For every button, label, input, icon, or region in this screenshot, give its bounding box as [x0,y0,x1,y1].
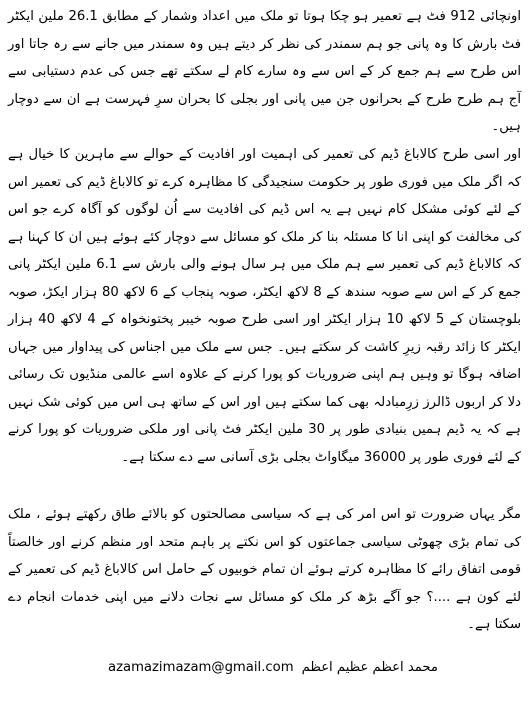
article-paragraph-2: اور اسی طرح کالاباغ ڈیم کی تعمیر کی اہمیت اور افادیت کے حوالے سے ماہرین کا خیال ہے کہ اگر ملک میں فوری طور پر حکومت سنجیدگی کا مظاہرہ کرے تو کالاباغ ڈیم کی تعمیر اس کے لئے کوئی مشکل کام نہیں ہے یہ اس ڈیم کی افادیت سے اُن لوگوں کو آگاہ کرے جو اس کی مخالفت کو اپنی انا کا مسئلہ بنا کر ملک کو مسائل سے دوچار کئے ہوئے ہیں ان کا کہنا ہے کہ کالاباغ ڈیم کی تعمیر سے ہم ملک میں ہر سال ہونے والی بارش سے 6.1 ملین ایکٹر پانی جمع کر کے اس سے صوبہ سندھ کے 8 لاکھ ایکٹر، صوبہ پنجاب کے 6 لاکھ 80 ہزار ایکڑ، صوبہ بلوچستان کے 5 لاکھ 10 ہزار ایکٹر اور اسی طرح صوبہ خیبر پختونخواہ کے 4 لاکھ 40 ہزار ایکٹر کا زائد رقبہ زیرِ کاشت کر سکتے ہیں۔ جس سے ملک میں اجناس کی پیداوار میں جہاں اضافہ ہوگا تو وہیں ہم اپنی ضروریات کو پورا کرنے کے علاوہ اسے عالمی منڈیوں تک رسائی دلا کر اربوں ڈالرز زرِمبادلہ بھی کما سکتے ہیں اور اس کے ساتھ ہی اس میں کوئی شک نہیں ہے کہ یہ ڈیم ہمیں بنیادی طور پر 30 ملین ایکٹر فٹ پانی اور ملکی ضروریات کو پورا کرنے کے لئے فوری طور پر 36000 میگاواٹ بجلی بڑی آسانی سے دے سکتا ہے۔ [8,147,522,465]
author-signature [108,655,438,681]
author-email: azamazimazam@gmail.com [108,660,294,675]
article-paragraph-3: مگر یہاں ضرورت تو اس امر کی ہے کہ سیاسی مصالحتوں کو بالائے طاق رکھتے ہوئے ، ملک کی تمام بڑی چھوٹی سیاسی جماعتوں کو اس نکتے پر باہم متحد اور منظم کرنے اور خالصتاً قومی اتفاق رائے کا مظاہرہ کرتے ہوئے ان تمام خوبیوں کے حامل اس کالاباغ ڈیم کی تعمیر کے لئے کون ہے ....؟ جو آگے بڑھ کر ملک کو مسائل سے نجات دلانے میں اپنی خدمات انجام دے سکتا ہے۔ [8,507,521,632]
article-paragraph-1: اونچائی 912 فٹ ہے تعمیر ہو چکا ہوتا تو ملک میں اعداد وشمار کے مطابق 26.1 ملین ایکٹر فٹ بارش کا وہ پانی جو ہم سمندر کی نظر کر دیتے ہیں وہ سمندر میں جانے سے رہ جاتا اور اس طرح سے ہم جمع کر کے اس سے وہ سارے کام لے سکتے تھے جس کی عدم دستیابی سے آج ہم طرح طرح کے بحرانوں جن میں پانی اور بجلی کا بحران سرِ فہرست ہے ان سے دوچار ہیں۔ [8,9,521,134]
author-name: محمد اعظم عظیم اعظم [301,660,438,675]
